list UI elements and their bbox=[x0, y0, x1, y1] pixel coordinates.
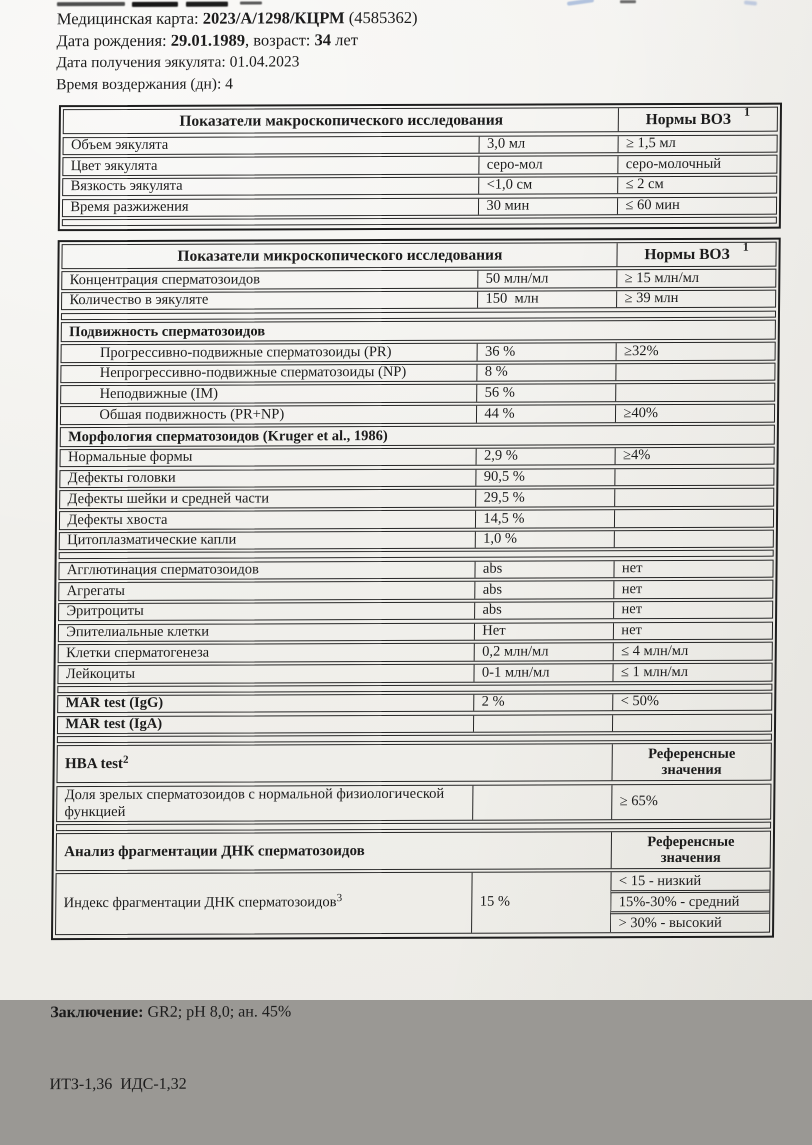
refheader-row bbox=[57, 743, 772, 783]
reference-range: < 15 - низкий bbox=[618, 872, 702, 889]
param-label: Нормальные формы bbox=[67, 449, 193, 466]
table-row bbox=[59, 509, 773, 530]
value-cell bbox=[473, 715, 612, 732]
param-label: Эпителиальные клетки bbox=[66, 623, 210, 641]
norm-cell bbox=[617, 270, 775, 287]
param-label: Обшая подвижность (PR+NP) bbox=[99, 405, 285, 423]
superscript: 2 bbox=[122, 754, 129, 767]
norm-cell bbox=[616, 291, 774, 308]
norm-cell bbox=[613, 622, 771, 639]
value-cell bbox=[478, 198, 617, 215]
sample-date-value: 01.04.2023 bbox=[229, 53, 300, 71]
microscopic-table bbox=[51, 237, 781, 939]
reference-range-cell bbox=[611, 890, 769, 912]
medical-card-label: Медицинская карта: bbox=[56, 8, 199, 29]
header-row bbox=[63, 104, 777, 134]
sample-date-label: Дата получения эякулята: bbox=[56, 53, 226, 72]
param-label-cell bbox=[59, 665, 474, 683]
table-row bbox=[59, 580, 773, 601]
birth-date-label: Дата рождения: bbox=[56, 30, 167, 51]
spacer-row bbox=[62, 217, 776, 226]
param-value: 150 млн bbox=[485, 290, 539, 308]
param-label: MAR test (IgA) bbox=[65, 715, 163, 733]
conclusion-line bbox=[50, 998, 802, 1025]
norm-cell bbox=[613, 602, 771, 619]
param-value: 1,0 % bbox=[483, 530, 518, 547]
norm-value: ≤ 4 млн/мл bbox=[621, 642, 689, 660]
value-cell bbox=[477, 364, 616, 381]
table-row bbox=[60, 488, 774, 509]
norm-cell bbox=[616, 363, 774, 380]
param-label-cell bbox=[63, 271, 478, 289]
norm-cell bbox=[613, 643, 771, 660]
table-title: Показатели микроскопического исследования bbox=[177, 246, 503, 265]
norm-value: ≤ 1 млн/мл bbox=[620, 663, 689, 680]
value-cell bbox=[475, 561, 614, 578]
param-label-cell bbox=[64, 136, 479, 154]
value-cell bbox=[475, 510, 614, 527]
norm-header-cell bbox=[617, 239, 775, 267]
reference-range: 15%-30% - средний bbox=[618, 893, 740, 910]
param-value: Нет bbox=[482, 622, 506, 639]
value-cell bbox=[473, 785, 612, 819]
norm-value: серо-молочный bbox=[625, 155, 722, 172]
param-label: Объем эякулята bbox=[70, 136, 169, 154]
param-label-cell bbox=[62, 364, 477, 382]
test-name-cell bbox=[58, 745, 612, 783]
param-label: Количество в эякуляте bbox=[69, 292, 209, 309]
norm-cell bbox=[615, 489, 773, 506]
param-value: 3,0 мл bbox=[486, 135, 526, 152]
cutoff-text-fragment bbox=[132, 2, 178, 7]
conclusion-text: GR2; pH 8,0; ан. 45% bbox=[147, 1002, 292, 1021]
param-label-cell bbox=[56, 873, 472, 934]
cutoff-text-fragment bbox=[240, 1, 262, 4]
table-row bbox=[63, 155, 777, 176]
norm-value: ≥40% bbox=[623, 404, 659, 421]
norm-value: ≥ 39 млн bbox=[624, 290, 679, 307]
norm-value: нет bbox=[621, 580, 643, 597]
param-value: 30 мин bbox=[486, 197, 530, 214]
param-label: Дефекты головки bbox=[67, 469, 176, 487]
param-value: 36 % bbox=[484, 343, 516, 360]
table-row bbox=[56, 783, 771, 821]
cutoff-text-fragment bbox=[57, 2, 125, 6]
param-value: <1,0 см bbox=[486, 176, 533, 194]
param-label: Время разжижения bbox=[70, 198, 189, 216]
param-label: Агрегаты bbox=[66, 582, 125, 599]
birth-date-line bbox=[56, 28, 811, 53]
cutoff-text-fragment bbox=[620, 0, 636, 3]
table-row bbox=[60, 467, 774, 488]
table-row bbox=[59, 529, 773, 550]
param-value: 2 % bbox=[481, 694, 505, 711]
param-label: MAR test (IgG) bbox=[65, 695, 164, 712]
superscript: 1 bbox=[742, 239, 749, 254]
reference-range-cell bbox=[611, 872, 769, 891]
param-label: Непрогрессивно-подвижные сперматозоиды (NP) bbox=[99, 364, 407, 382]
section-row bbox=[60, 424, 774, 446]
norm-value: ≥4% bbox=[622, 447, 651, 464]
param-label-cell bbox=[63, 198, 478, 216]
param-label-cell bbox=[58, 715, 473, 733]
param-label: Неподвижные (IM) bbox=[99, 385, 219, 402]
table-row bbox=[58, 601, 772, 622]
sample-date-line bbox=[56, 50, 811, 75]
norm-cell bbox=[618, 156, 776, 173]
test-name: HBA test bbox=[64, 755, 124, 773]
value-cell bbox=[474, 694, 613, 711]
param-value: 2,9 % bbox=[483, 448, 518, 465]
param-label: Вязкость эякулята bbox=[70, 178, 183, 195]
section-label: Морфология сперматозоидов (Kruger et al., 1986) bbox=[68, 427, 388, 445]
value-cell bbox=[476, 448, 615, 465]
table-row bbox=[61, 362, 775, 383]
table-row bbox=[63, 176, 777, 197]
param-label: Индекс фрагментации ДНК сперматозоидов bbox=[63, 894, 337, 912]
norm-cell bbox=[616, 384, 774, 401]
value-cell bbox=[475, 582, 614, 599]
age-unit: лет bbox=[335, 30, 359, 50]
param-label-cell bbox=[60, 561, 475, 579]
age-label: , возраст: bbox=[244, 30, 311, 50]
section-row bbox=[61, 320, 775, 342]
param-value: 90,5 % bbox=[483, 468, 525, 485]
norm-cell bbox=[614, 560, 772, 577]
param-value: 0,2 млн/мл bbox=[482, 643, 549, 660]
param-label: Эритроциты bbox=[66, 603, 144, 620]
table-row bbox=[58, 663, 772, 684]
param-label-cell bbox=[64, 178, 479, 196]
spacer-row bbox=[59, 550, 773, 559]
norm-value: ≥ 65% bbox=[619, 792, 658, 810]
param-value: abs bbox=[482, 560, 503, 577]
param-label-cell bbox=[62, 292, 477, 310]
table-row bbox=[61, 290, 775, 311]
reference-header-cell bbox=[612, 744, 771, 781]
table-title-cell bbox=[64, 109, 618, 134]
param-label-cell bbox=[59, 695, 474, 713]
value-cell bbox=[477, 343, 616, 360]
param-label: Цвет эякулята bbox=[70, 157, 158, 174]
param-label-cell bbox=[62, 385, 477, 403]
reference-range: > 30% - высокий bbox=[618, 914, 722, 931]
param-value: abs bbox=[482, 581, 503, 598]
section-label-cell bbox=[61, 425, 773, 445]
table-row bbox=[58, 642, 772, 663]
abstinence-label: Время воздержания (дн): bbox=[56, 75, 222, 94]
value-cell bbox=[479, 177, 618, 194]
value-cell bbox=[474, 602, 613, 619]
param-label: Дефекты хвоста bbox=[67, 511, 168, 528]
param-label-cell bbox=[60, 582, 475, 600]
table-row bbox=[62, 196, 776, 217]
norm-cell bbox=[613, 664, 771, 681]
param-label: Дефекты шейки и средней части bbox=[67, 490, 270, 507]
norm-cell bbox=[615, 405, 773, 422]
superscript: 3 bbox=[336, 892, 343, 905]
test-name-cell bbox=[57, 832, 611, 870]
param-label-cell bbox=[62, 344, 477, 362]
reference-header-cell bbox=[611, 832, 770, 869]
param-label-cell bbox=[64, 157, 479, 175]
param-label: Агглютинация сперматозоидов bbox=[66, 561, 259, 579]
norm-value: нет bbox=[621, 601, 643, 618]
norm-cell bbox=[615, 448, 773, 465]
param-value: 0-1 млн/мл bbox=[481, 663, 550, 681]
table-row bbox=[59, 559, 773, 580]
value-cell bbox=[475, 531, 614, 548]
medical-card-suffix: (4585362) bbox=[348, 7, 418, 28]
norm-cell bbox=[614, 581, 772, 598]
param-value: 15 % bbox=[479, 894, 511, 911]
macroscopic-table bbox=[58, 103, 782, 231]
norm-value: ≥32% bbox=[623, 342, 659, 359]
multinorm-row bbox=[55, 871, 770, 935]
value-cell bbox=[477, 385, 616, 402]
param-label-cell bbox=[61, 406, 476, 424]
param-value: 56 % bbox=[484, 384, 515, 401]
param-value: серо-мол bbox=[486, 156, 543, 173]
value-cell bbox=[474, 623, 613, 640]
age-value: 34 bbox=[314, 30, 332, 50]
param-label: Прогрессивно-подвижные сперматозоиды (PR) bbox=[99, 343, 392, 361]
norm-cell bbox=[615, 468, 773, 485]
value-cell bbox=[476, 405, 615, 422]
param-label-cell bbox=[60, 531, 475, 549]
value-cell bbox=[478, 271, 617, 288]
table-title-cell bbox=[63, 243, 617, 268]
param-label: Концентрация сперматозоидов bbox=[69, 271, 261, 288]
norm-value: нет bbox=[621, 560, 643, 577]
norm-cell bbox=[612, 714, 770, 731]
norm-cell bbox=[618, 135, 776, 152]
param-label: Цитоплазматические капли bbox=[67, 531, 237, 549]
test-name: Анализ фрагментации ДНК сперматозоидов bbox=[64, 842, 365, 860]
cutoff-text-fragment bbox=[186, 2, 228, 7]
param-label: Лейкоциты bbox=[65, 665, 136, 682]
param-label: Клетки сперматогенеза bbox=[66, 644, 210, 661]
value-cell bbox=[474, 664, 613, 681]
norm-cell bbox=[614, 510, 772, 527]
spacer-row bbox=[56, 822, 770, 831]
birth-date-value: 29.01.1989 bbox=[170, 30, 246, 50]
value-cell bbox=[477, 291, 616, 308]
norm-cell bbox=[616, 343, 774, 360]
table-row bbox=[60, 404, 774, 425]
norm-value: ≤ 2 см bbox=[625, 176, 664, 193]
conclusion-label: Заключение: bbox=[50, 1003, 144, 1021]
value-cell bbox=[479, 136, 618, 153]
table-row bbox=[60, 447, 774, 468]
table-row bbox=[63, 134, 777, 155]
param-label-cell bbox=[59, 623, 474, 641]
superscript: 1 bbox=[744, 104, 751, 119]
section-label: Подвижность сперматозоидов bbox=[69, 323, 266, 341]
conclusion-block bbox=[49, 950, 803, 1145]
param-label-cell bbox=[59, 603, 474, 621]
param-value: 14,5 % bbox=[483, 510, 525, 527]
norm-header-cell bbox=[618, 104, 776, 132]
param-value: 50 млн/мл bbox=[485, 270, 549, 287]
spacer-row bbox=[58, 683, 772, 692]
norm-value: ≥ 15 млн/мл bbox=[624, 269, 700, 287]
param-label: Доля зрелых сперматозоидов с нормальной физиологической функцией bbox=[64, 785, 445, 820]
param-value: 8 % bbox=[484, 363, 508, 380]
value-cell bbox=[479, 156, 618, 173]
norm-value: < 50% bbox=[620, 693, 660, 710]
param-label-cell bbox=[60, 511, 475, 529]
norm-value: нет bbox=[621, 622, 642, 639]
norm-cell bbox=[618, 177, 776, 194]
norm-title: Нормы ВОЗ bbox=[645, 110, 732, 129]
medical-card-line bbox=[57, 6, 812, 31]
table-row bbox=[62, 269, 776, 290]
param-value: 29,5 % bbox=[483, 489, 525, 506]
table-row bbox=[58, 693, 772, 714]
param-value: abs bbox=[482, 602, 502, 619]
header-row bbox=[62, 239, 776, 269]
norm-cell bbox=[613, 694, 771, 711]
spacer-row bbox=[57, 734, 771, 743]
abstinence-line bbox=[56, 72, 811, 97]
reference-header: Референсные значения bbox=[647, 833, 735, 867]
medical-card-number: 2023/А/1298/КЦРМ bbox=[202, 8, 345, 28]
abstinence-value: 4 bbox=[225, 75, 234, 93]
param-value: 44 % bbox=[484, 405, 515, 422]
table-row bbox=[57, 713, 771, 734]
table-row bbox=[61, 383, 775, 404]
param-label-cell bbox=[61, 449, 476, 467]
indices-line: ИТЗ-1,36 ИДС-1,32 bbox=[49, 1075, 187, 1093]
norm-value: ≥ 1,5 мл bbox=[625, 135, 676, 152]
reference-header: Референсные значения bbox=[648, 746, 736, 779]
reference-range-cells bbox=[610, 872, 769, 933]
value-cell bbox=[471, 872, 611, 932]
norm-cell bbox=[614, 530, 772, 547]
param-label-cell bbox=[61, 469, 476, 487]
param-label-cell bbox=[58, 785, 473, 820]
param-label-cell bbox=[61, 490, 476, 508]
norm-cell bbox=[612, 784, 771, 819]
table-title: Показатели макроскопического исследования bbox=[179, 111, 504, 130]
value-cell bbox=[476, 490, 615, 507]
reference-range-cell bbox=[610, 911, 768, 933]
value-cell bbox=[476, 469, 615, 486]
table-row bbox=[58, 621, 772, 642]
table-row bbox=[61, 342, 775, 363]
spacer-row bbox=[61, 310, 775, 319]
section-label-cell bbox=[62, 321, 774, 341]
value-cell bbox=[474, 644, 613, 661]
param-label-cell bbox=[59, 644, 474, 662]
norm-cell bbox=[617, 197, 775, 214]
norm-title: Нормы ВОЗ bbox=[644, 245, 730, 263]
refheader-row bbox=[56, 831, 771, 871]
norm-value: ≤ 60 мин bbox=[625, 197, 680, 214]
